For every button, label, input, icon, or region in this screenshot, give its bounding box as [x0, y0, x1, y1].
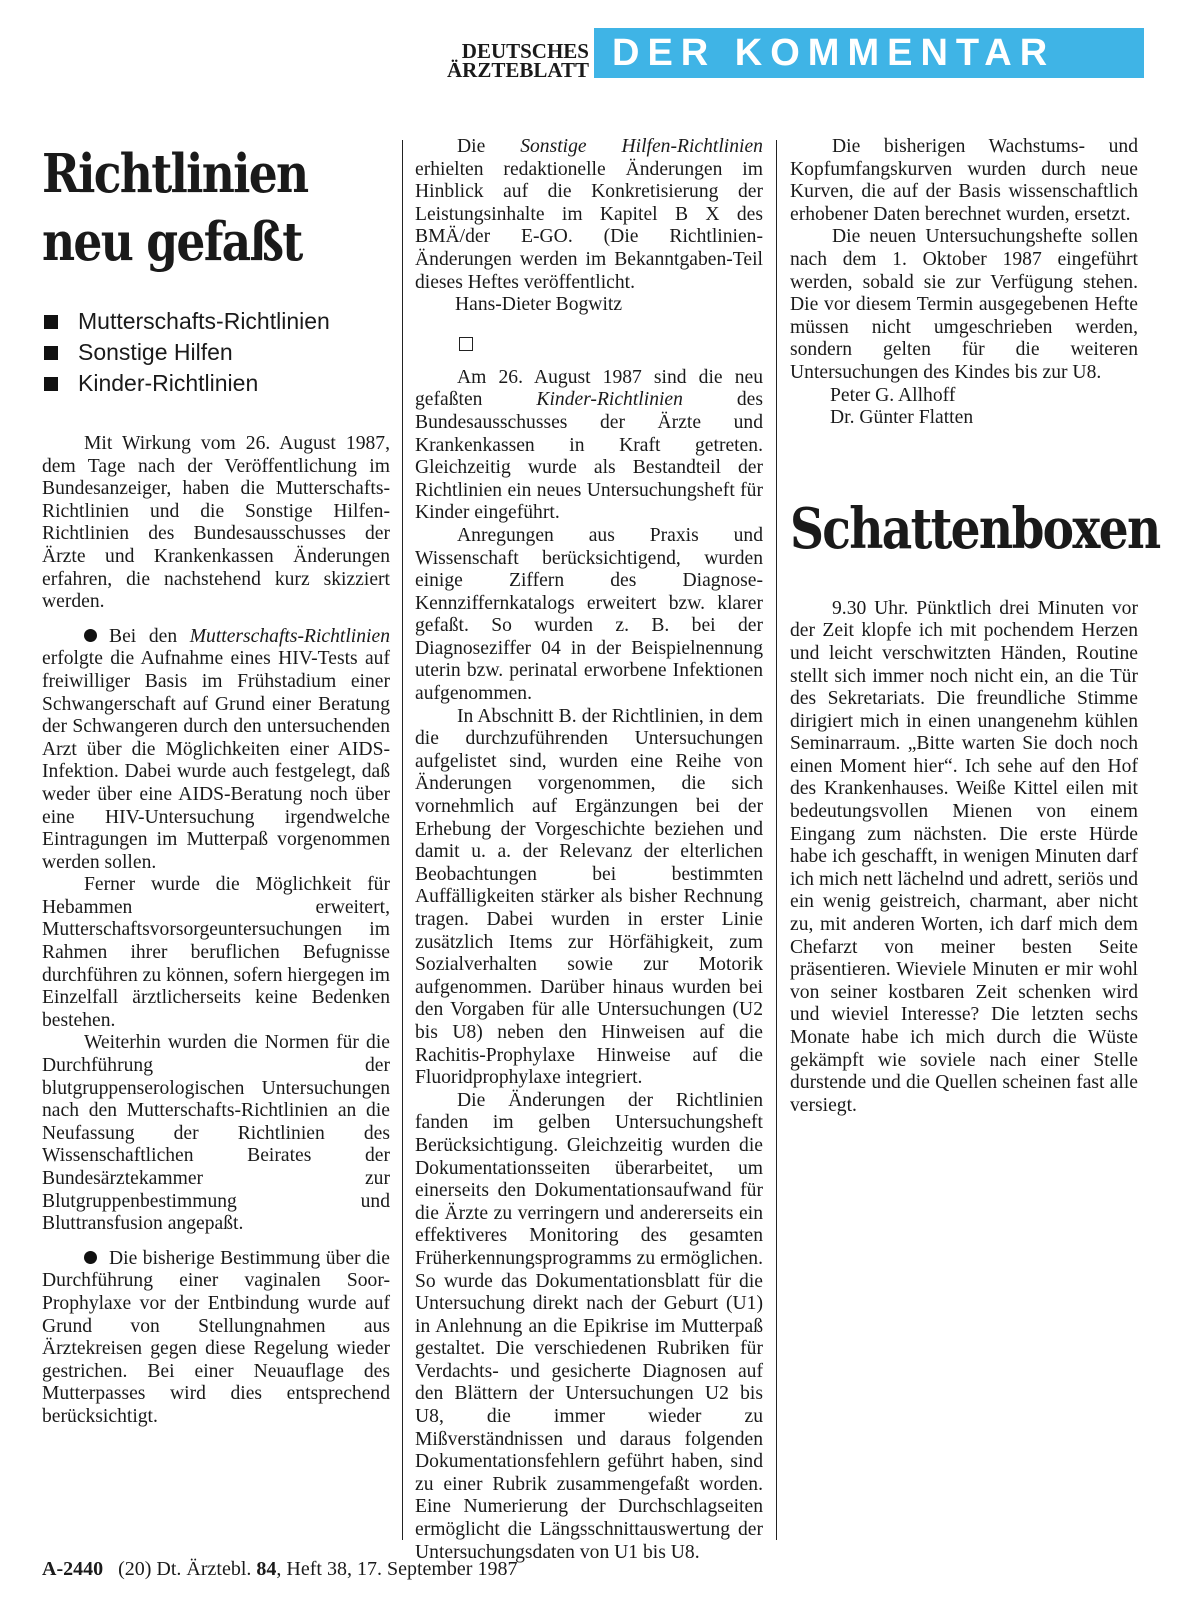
- square-bullet-icon: [44, 377, 58, 391]
- topic-list: [42, 306, 390, 399]
- column-rule-left: [402, 140, 403, 1540]
- paragraph: Die neuen Untersuchungshefte sollen nach dem 1. Oktober 1987 eingeführt werden, sobald sie zur Verfügung stehen. Die vor diesem Termin ausgegebenen Hefte müssen nicht umgeschrieben werden, sondern gelten für die weiteren Untersuchungen des Kindes bis zur U8.: [790, 226, 1138, 383]
- column-rule-right: [776, 140, 777, 1540]
- paragraph: Die bisherigen Wachstums- und Kopfumfangskurven wurden durch neue Kurven, die auf der Basis wissenschaftlich erhobener Daten berechnet wurden, ersetzt.: [790, 136, 1138, 225]
- paragraph: In Abschnitt B. der Richtlinien, in dem die durchzuführenden Untersuchungen aufgelistet sind, wurden eine Reihe von Änderungen vorgenommen, die sich vornehmlich auf Ergänzungen bei der Erhebung der Vorgeschichte beziehen und damit u. a. der Relevanz der elterlichen Beobachtungen bei bestimmten Auffälligkeiten stärker als bisher Rechnung tragen. Dabei wurden in erster Linie zusätzlich Items zur Hörfähigkeit, zum Sozialverhalten sowie zur Motorik aufgenommen. Darüber hinaus wurden bei den Vorgaben für alle Untersuchungen (U2 bis U8) neben den Hinweisen auf die Rachitis-Prophylaxe Hinweise auf die Fluoridprophylaxe integriert.: [415, 705, 763, 1089]
- paragraph: Anregungen aus Praxis und Wissenschaft berücksichtigend, wurden einige Ziffern des Diagnose-Kennziffernkatalogs erweitert bzw. klarer gefaßt. So wurden z. B. bei der Diagnoseziffer 04 in der Beispielnennung uterin bzw. perinatal erworbene Infektionen aufgenommen.: [415, 524, 763, 705]
- author-signature: Dr. Günter Flatten: [830, 407, 974, 429]
- citation-suffix: , Heft 38, 17. September 1987: [276, 1558, 518, 1580]
- topic-label: Kinder-Richtlinien: [78, 370, 259, 396]
- section-banner: DER KOMMENTAR: [594, 28, 1144, 78]
- paragraph: Ferner wurde die Möglichkeit für Hebammen erweitert, Mutterschaftsvorsorgeuntersuchungen im Rahmen ihrer beruflichen Befugnisse durchführen zu können, sofern hiergegen im Einzelfall ärztlicherseits keine Bedenken bestehen.: [42, 874, 390, 1031]
- topic-item: [42, 306, 390, 337]
- page-number: A-2440: [42, 1558, 104, 1580]
- topic-label: Mutterschafts-Richtlinien: [78, 308, 330, 334]
- column-2: [415, 136, 763, 1564]
- paragraph: Die Sonstige Hilfen-Richtlinien erhielten redaktionelle Änderungen im Hinblick auf die Konkretisierung der Leistungsinhalte im Kapitel B X des BMÄ/der E-GO. (Die Richtlinien-Änderungen werden im Bekanntgaben-Teil dieses Heftes veröffentlicht.: [415, 136, 763, 293]
- page-footer: [42, 1558, 517, 1581]
- paragraph: Mit Wirkung vom 26. August 1987, dem Tage nach der Veröffentlichung im Bundesanzeiger, haben die Mutterschafts-Richtlinien und die Sonstige Hilfen-Richtlinien des Bundesausschusses der Ärzte und Krankenkassen Änderungen erfahren, die nachstehend kurz skizziert werden.: [42, 433, 390, 613]
- citation-prefix: (20) Dt. Ärztebl.: [118, 1558, 257, 1580]
- column-3: [790, 136, 1160, 1117]
- paragraph: Die Änderungen der Richtlinien fanden im gelben Untersuchungsheft Berücksichtigung. Gleichzeitig wurden die Dokumentationsseiten überarbeitet, um einerseits den Dokumentationsaufwand für die Ärzte zu verringern und andererseits ein effektiveres Monitoring des gesamten Früherkennungsprogramms zu ermöglichen. So wurde das Dokumentationsblatt für die Untersuchung direkt nach der Geburt (U1) in Anlehnung an die Epikrise im Mutterpaß gestaltet. Die verschiedenen Rubriken für Verdachts- und gesicherte Diagnosen auf den Blättern der Untersuchungen U2 bis U8, die immer wieder zu Mißverständnissen und daraus folgenden Dokumentationsfehlern geführt haben, sind zu einer Rubrik zusammengefaßt worden. Eine Numerierung der Durchschlagseiten ermöglicht die Längsschnittauswertung der Untersuchungsdaten von U1 bis U8.: [415, 1089, 763, 1563]
- journal-name-line2: ÄRZTEBLATT: [447, 58, 589, 82]
- journal-name-line1: DEUTSCHES: [461, 39, 589, 63]
- paragraph: Weiterhin wurden die Normen für die Durchführung der blutgruppenserologischen Untersuchungen nach den Mutterschafts-Richtlinien an die Neufassung der Richtlinien des Wissenschaftlichen Beirates der Bundesärztekammer zur Blutgruppenbestimmung und Bluttransfusion angepaßt.: [42, 1032, 390, 1235]
- article-title-schattenboxen: Schattenboxen: [790, 495, 1160, 562]
- paragraph: 9.30 Uhr. Pünktlich drei Minuten vor der Zeit klopfe ich mit pochendem Herzen und leicht verschwitzten Händen, Routine stellt sich immer noch nicht ein, an die Tür des Sekretariats. Die freundliche Stimme dirigiert mich in einen unangenehm kühlen Seminarraum. „Bitte warten Sie doch noch einen Moment hier“. Ich sehe auf den Hof des Krankenhauses. Weiße Kittel eilen mit bedeutungsvollen Mienen von einem Eingang zum nächsten. Die erste Hürde habe ich geschafft, in wenigen Minuten darf ich mich nett lächelnd und adrett, seriös und ein wenig geistreich, charmant, aber nicht zu, mit anderen Worten, ich darf mich dem Chefarzt von meiner besten Seite präsentieren. Wieviele Minuten er mir wohl von seiner kostbaren Zeit schenken wird und wieviel Interesse? Die letzten sechs Monate habe ich mich durch die Wüste gekämpft wie soviele nach einer Stelle durstende und die Quellen scheinen fast alle versiegt.: [790, 597, 1138, 1116]
- author-signature: Hans-Dieter Bogwitz: [455, 294, 623, 316]
- article-title-line2: neu gefaßt: [42, 211, 302, 273]
- topic-label: Sonstige Hilfen: [78, 339, 233, 365]
- end-of-section-box-icon: [459, 337, 473, 351]
- topic-item: [42, 337, 390, 368]
- paragraph: Die bisherige Bestimmung über die Durchführung einer vaginalen Soor-Prophylaxe vor der Entbindung wurde auf Grund von Stellungnahmen aus Ärztekreisen gegen diese Regelung wieder gestrichen. Bei einer Neuauflage des Mutterpasses wird dies entsprechend berücksichtigt.: [42, 1247, 390, 1427]
- column-1: [42, 140, 390, 1429]
- square-bullet-icon: [44, 346, 58, 360]
- paragraph: Am 26. August 1987 sind die neu gefaßten Kinder-Richtlinien des Bundesausschusses der Ärzte und Krankenkassen in Kraft getreten. Gleichzeitig wurde als Bestandteil der Richtlinien ein neues Untersuchungsheft für Kinder eingeführt.: [415, 366, 763, 524]
- round-bullet-icon: [84, 1251, 97, 1264]
- square-bullet-icon: [44, 315, 58, 329]
- author-signature: Peter G. Allhoff: [830, 384, 956, 406]
- masthead: [414, 28, 1144, 82]
- article-title-line1: Richtlinien: [42, 143, 308, 205]
- topic-item: [42, 368, 390, 399]
- volume-number: 84: [256, 1558, 277, 1580]
- paragraph: Bei den Mutterschafts-Richtlinien erfolgte die Aufnahme eines HIV-Tests auf freiwilliger Basis im Frühstadium einer Schwangerschaft auf Grund einer Beratung der Schwangeren durch den untersuchenden Arzt über die Möglichkeiten einer AIDS-Infektion. Dabei wurde auch festgelegt, daß weder über eine AIDS-Beratung noch über eine HIV-Untersuchung irgendwelche Eintragungen im Mutterpaß vorgenommen werden sollen.: [42, 625, 390, 873]
- journal-name: [414, 39, 589, 82]
- article-title: [42, 140, 341, 276]
- round-bullet-icon: [84, 629, 97, 642]
